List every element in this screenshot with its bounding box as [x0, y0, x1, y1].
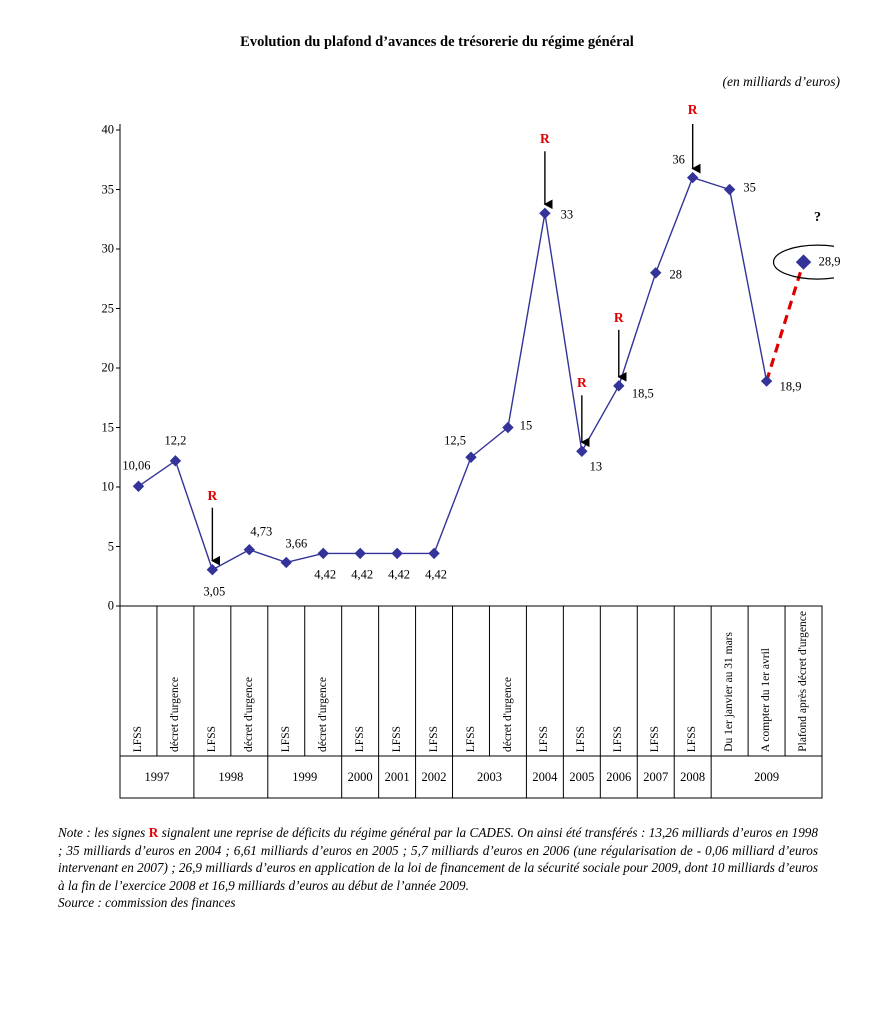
data-point-label: 12,5	[444, 433, 466, 448]
data-point-label: 4,42	[351, 567, 374, 582]
chart-title: Evolution du plafond d’avances de trésorerie du régime général	[240, 34, 634, 50]
data-point-label: 18,9	[779, 379, 802, 394]
x-axis-year-cell	[268, 756, 342, 798]
x-axis-category	[748, 610, 785, 752]
x-axis-year-cell	[453, 756, 527, 798]
x-axis-year-label: 2000	[347, 769, 373, 784]
cades-reprise-annotation: R	[576, 375, 587, 391]
x-axis-category-label: LFSS	[390, 725, 403, 752]
x-axis-year-label: 2009	[754, 769, 780, 784]
y-axis-tick-label: 30	[101, 241, 114, 256]
chart-plot-area	[94, 101, 841, 800]
note-body: signalent une reprise de déficits du régime général par la CADES. On ainsi été transférés : 13,26 milliards d’euros en 1998 ; 35 milliards d’euros en 2004 ; 6,61 milliards d’euros en 2005 ; 5,7 milliards d’euros en 2006 (une régularisation de - 0,06 milliard d’euros intervenant en 2007) ; 26,9 milliards d’euros en application de la loi de financement de la sécurité sociale pour 2009, dont 10 milliards d’euros à la fin de l’exercice 2008 et 16,9 milliards d’euros au début de l’année 2009.	[58, 825, 818, 893]
x-axis-category	[637, 610, 674, 752]
note-symbol: R	[148, 825, 159, 840]
x-axis-year-cell	[563, 756, 600, 798]
data-point-label: 4,42	[388, 567, 411, 582]
x-axis-category	[268, 610, 305, 752]
data-point-label: 18,5	[631, 386, 654, 401]
x-axis-year-label: 2004	[532, 769, 558, 784]
x-axis-year-cell	[379, 756, 416, 798]
x-axis-category-label: LFSS	[279, 725, 292, 752]
x-axis-category	[194, 610, 231, 752]
y-axis-tick-label: 0	[107, 598, 114, 613]
data-point-label: 28	[669, 267, 682, 282]
cades-reprise-annotation: R	[207, 487, 218, 503]
y-axis-tick-label: 25	[101, 301, 114, 315]
x-axis-category	[489, 610, 526, 752]
x-axis-category	[674, 610, 711, 752]
x-axis-category	[785, 610, 822, 752]
x-axis-year-cell	[674, 756, 711, 798]
x-axis-year-cell	[120, 756, 194, 798]
x-axis-year-cell	[416, 756, 453, 798]
x-axis-year-cell	[600, 756, 637, 798]
data-point-label: 3,05	[203, 584, 226, 599]
x-axis-category	[379, 610, 416, 752]
clipped-body-text	[120, 0, 540, 8]
x-axis-category-label: LFSS	[464, 725, 477, 752]
data-point-label: 36	[672, 152, 685, 167]
x-axis-year-label: 1998	[218, 769, 244, 784]
x-axis-category	[711, 610, 748, 752]
x-axis-category	[120, 610, 157, 752]
x-axis-category-label: LFSS	[353, 725, 366, 752]
data-point-label: 12,2	[164, 433, 187, 448]
data-point-label: 4,73	[250, 524, 273, 539]
y-axis-tick-label: 5	[107, 539, 114, 553]
x-axis-category-label: LFSS	[538, 725, 551, 752]
note-source: Source : commission des finances	[58, 895, 236, 911]
x-axis-category-label: A compter du 1er avril	[760, 647, 773, 752]
x-axis-year-label: 2001	[384, 769, 410, 784]
x-axis-category	[342, 610, 379, 752]
cades-reprise-annotation: R	[540, 131, 550, 147]
x-axis-year-label: 1999	[292, 769, 318, 784]
x-axis-year-label: 2008	[680, 769, 706, 784]
data-point-label: 28,9	[818, 254, 841, 269]
x-axis-category	[526, 610, 563, 752]
x-axis-category-label: décret d'urgence	[316, 677, 329, 752]
y-axis-tick-label: 20	[101, 360, 114, 375]
x-axis-year-cell	[342, 756, 379, 798]
x-axis-category-label: LFSS	[649, 725, 662, 752]
x-axis-category	[416, 610, 453, 752]
x-axis-category-label: LFSS	[132, 725, 145, 752]
x-axis-category-label: décret d'urgence	[168, 677, 181, 752]
chart-unit-label: (en milliards d’euros)	[722, 74, 840, 89]
x-axis-year-cell	[526, 756, 563, 798]
data-point-label: 10,06	[122, 458, 151, 473]
data-point-label: 33	[560, 207, 574, 222]
x-axis-category-label: LFSS	[686, 725, 699, 752]
chart-note	[58, 824, 818, 912]
x-axis-category-label: Plafond après décret d'urgence	[797, 611, 810, 752]
x-axis-category-label: LFSS	[612, 725, 625, 752]
x-axis-year-label: 2006	[606, 769, 632, 784]
x-axis-year-cell	[194, 756, 268, 798]
cades-reprise-annotation: R	[613, 309, 624, 325]
x-axis-category	[563, 610, 600, 752]
x-axis-category-label: décret d'urgence	[501, 677, 514, 752]
x-axis-category-label: décret d'urgence	[242, 677, 255, 752]
x-axis-category-label: Du 1er janvier au 31 mars	[723, 632, 736, 752]
x-axis-category	[600, 610, 637, 752]
data-point-label: 35	[743, 180, 756, 194]
data-point-label: 15	[519, 418, 533, 432]
x-axis-year-label: 2002	[421, 769, 447, 784]
x-axis-year-cell	[711, 756, 822, 798]
y-axis-tick-label: 10	[101, 479, 114, 494]
x-axis-year-label: 2005	[569, 769, 595, 784]
x-axis-year-cell	[637, 756, 674, 798]
x-axis-year-label: 1997	[144, 769, 170, 784]
uncertainty-annotation: ?	[814, 210, 822, 226]
note-lead: Note : les signes	[58, 825, 149, 840]
data-point-label: 4,42	[425, 567, 447, 582]
x-axis-category	[453, 610, 490, 752]
data-point-label: 4,42	[314, 567, 337, 582]
data-point-label: 13	[589, 459, 603, 474]
data-point-label: 3,66	[285, 536, 308, 551]
x-axis-category-label: LFSS	[575, 725, 588, 752]
x-axis-category	[305, 610, 342, 752]
y-axis-tick-label: 40	[101, 122, 114, 137]
x-axis-year-label: 2007	[643, 769, 669, 784]
x-axis-category	[157, 610, 194, 752]
cades-reprise-annotation: R	[687, 101, 698, 117]
x-axis-category-label: LFSS	[205, 725, 218, 752]
y-axis-tick-label: 35	[101, 182, 114, 196]
x-axis-category	[231, 610, 268, 752]
y-axis-tick-label: 15	[101, 420, 114, 434]
x-axis-year-label: 2003	[476, 769, 502, 784]
x-axis-category-label: LFSS	[427, 725, 440, 752]
